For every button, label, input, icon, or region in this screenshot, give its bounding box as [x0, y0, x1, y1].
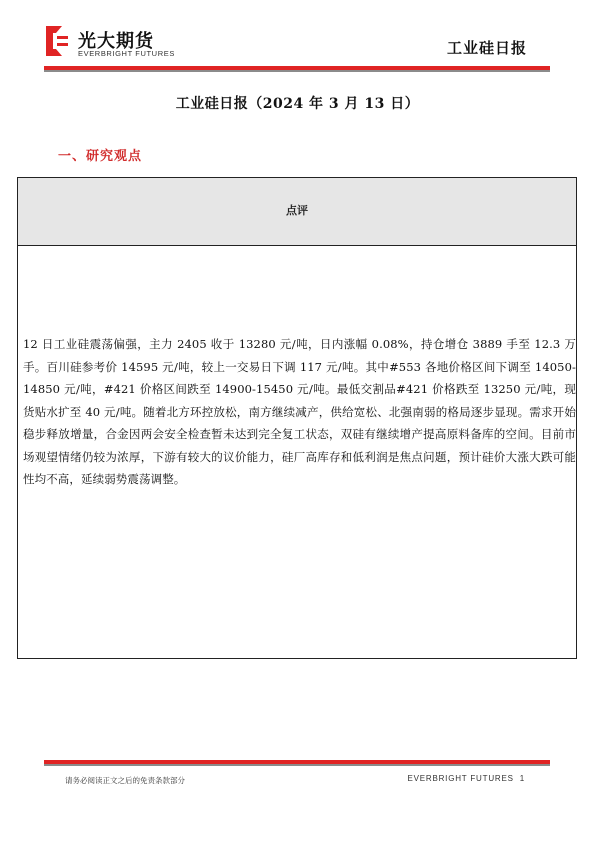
footer-brand-page	[407, 774, 525, 783]
footer-divider	[44, 760, 550, 766]
footer-brand: EVERBRIGHT FUTURES	[407, 774, 514, 783]
page-number: 1	[519, 774, 525, 783]
company-logo	[44, 24, 176, 60]
commentary-header-label: 点评	[286, 204, 308, 217]
header-report-name: 工业硅日报	[446, 39, 527, 57]
logo-english-name: EVERBRIGHT FUTURES	[78, 49, 175, 58]
footer-disclaimer: 请务必阅读正文之后的免责条款部分	[65, 776, 185, 785]
logo-chinese-name: 光大期货	[78, 31, 154, 52]
commentary-table	[17, 177, 577, 659]
commentary-table-header	[18, 178, 576, 246]
header-divider	[44, 66, 550, 72]
section-heading: 一、研究观点	[58, 149, 143, 164]
everbright-logo-icon	[44, 24, 70, 58]
document-title: 工业硅日报（2024 年 3 月 13 日）	[175, 96, 420, 112]
commentary-body-text: 12 日工业硅震荡偏强，主力 2405 收于 13280 元/吨，日内涨幅 0.08%，持仓增仓 3889 手至 12.3 万手。百川硅参考价 14595 元/吨，较上一交易日下调 117 元/吨。其中#553 各地价格区间下调至 14050-14850 元/吨，#421 价格区间跌至 14900-15450 元/吨。最低交割品#421 价格跌至 13250 元/吨，现货贴水扩至 40 元/吨。随着北方环控放松，南方继续减产，供给宽松、北强南弱的格局逐步显现。需求开始稳步释放增量，合金因两会安全检查暂未达到完全复工状态，双硅有继续增产提高原料备库的空间。目前市场观望情绪仍较为浓厚，下游有较大的议价能力，硅厂高库存和低利润是焦点问题，预计硅价大涨大跌可能性均不高，延续弱势震荡调整。	[23, 337, 576, 486]
